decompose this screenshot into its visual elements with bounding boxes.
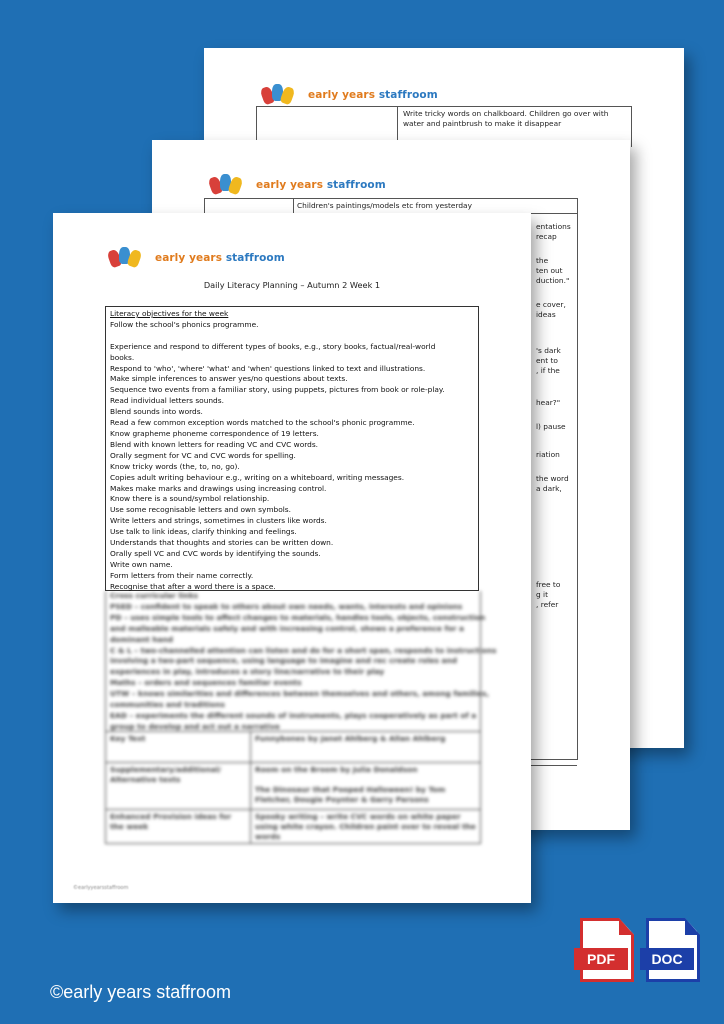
objective-line: Know tricky words (the, to, no, go). (110, 461, 240, 471)
objective-line: Orally spell VC and CVC words by identifying the sounds. (110, 548, 321, 558)
blurred-plan-table (105, 591, 497, 844)
doc-file-icon[interactable] (646, 918, 700, 982)
objective-line: Sequence two events from a familiar story, using puppets, pictures from book or role-play. (110, 385, 445, 395)
objective-line: Understands that thoughts and stories can be written down. (110, 538, 334, 548)
document-page-front (53, 213, 531, 903)
cross-curricular-line: group to develop and act out a narrative (110, 721, 280, 731)
objective-line: Know there is a sound/symbol relationship. (110, 494, 270, 504)
row-value: Spooky writing – write CVC words on white paper using white crayon. Children paint over to reveal the words (255, 812, 476, 841)
cross-curricular-line: experiences in play, introduces a story line/narrative to their play (110, 667, 385, 677)
cross-curricular-text (110, 591, 496, 733)
edge-text-line: 's dark (536, 346, 561, 355)
objective-line: Follow the school's phonics programme. (110, 319, 259, 329)
document-title: Daily Literacy Planning – Autumn 2 Week 1 (203, 280, 381, 290)
edge-text-line: the (536, 256, 549, 265)
edge-text-line: a dark, (536, 484, 562, 493)
objective-line: Blend with known letters for reading VC and CVC words. (110, 439, 319, 449)
edge-text-line: l) pause (536, 422, 566, 431)
cross-curricular-line: UTW – knows similarities and differences between themselves and others, among families, (110, 689, 490, 699)
page-footer: ©earlyyearsstaffroom (73, 885, 129, 891)
edge-text-line: ten out (536, 266, 563, 275)
edge-text-line: ent to (536, 356, 558, 365)
objective-line: Form letters from their name correctly. (110, 570, 254, 580)
objective-line: Respond to 'who', 'where' 'what' and 'when' questions linked to text and illustrations. (110, 363, 426, 373)
doc-label: DOC (640, 948, 694, 970)
objective-line: Orally segment for VC and CVC words for spelling. (110, 450, 296, 460)
objective-line: Make simple inferences to answer yes/no questions about texts. (110, 374, 348, 384)
cross-curricular-line: EAD – experiments the different sounds of instruments, plays cooperatively as part of a (110, 710, 477, 720)
objective-line: Read a few common exception words matched to the school's phonic programme. (110, 418, 415, 428)
row-label: Key Text (106, 732, 251, 762)
pdf-file-icon[interactable] (580, 918, 634, 982)
cross-curricular-line: Maths – orders and sequences familiar events (110, 678, 302, 688)
objective-line: Use some recognisable letters and own symbols. (110, 505, 292, 515)
objective-line: Write own name. (110, 559, 173, 569)
objective-line: Read individual letters sounds. (110, 396, 224, 406)
table-row (106, 762, 480, 809)
edge-text-line: e cover, (536, 300, 566, 309)
hands-logo-icon (210, 174, 252, 196)
cross-curricular-line: communities and traditions (110, 700, 225, 710)
table-cell: Write tricky words on chalkboard. Children go over with water and paintbrush to make it disappear (403, 109, 609, 128)
row-label: Supplementary/additional/ Alternative texts (106, 763, 251, 809)
objective-line: Write letters and strings, sometimes in clusters like words. (110, 516, 327, 526)
edge-text-line: duction." (536, 276, 570, 285)
cross-curricular-line: and malleable materials safely and with increasing control, shows a preference for a (110, 623, 464, 633)
objective-line: Know grapheme phoneme correspondence of 19 letters. (110, 428, 319, 438)
cross-curricular-line: PD – uses simple tools to affect changes to materials, handles tools, objects, construction (110, 612, 486, 622)
edge-text-line: g it (536, 590, 548, 599)
brand-name: early years staffroom (155, 252, 285, 264)
brand-logo (109, 247, 285, 269)
row-value: Room on the Broom by Julia Donaldson The Dinosaur that Pooped Halloween! by Tom Fletcher, Dougie Poynter & Garry Parsons (255, 765, 446, 804)
edge-text-line: , refer (536, 600, 559, 609)
table-cell: Children's paintings/models etc from yesterday (297, 201, 472, 210)
objective-line: Recognise that after a word there is a space. (110, 581, 276, 591)
brand-name: early years staffroom (308, 89, 438, 101)
edge-text-line: recap (536, 232, 557, 241)
table-row (106, 809, 480, 844)
cross-curricular-line: involving a two-part sequence, using language to imagine and rec create roles and (110, 656, 458, 666)
brand-logo (262, 84, 438, 106)
pdf-label: PDF (574, 948, 628, 970)
brand-logo (210, 174, 386, 196)
objective-line: books. (110, 352, 135, 362)
edge-text-line: ideas (536, 310, 556, 319)
edge-text-line: entations (536, 222, 571, 231)
objective-line: Experience and respond to different types of books, e.g., story books, factual/real-world (110, 341, 436, 351)
edge-text-line: riation (536, 450, 560, 459)
hands-logo-icon (262, 84, 304, 106)
copyright-footer: ©early years staffroom (50, 982, 231, 1002)
table-row (106, 731, 480, 762)
cross-curricular-line: C & L – two-channelled attention can listen and do for a short span, responds to instructions (110, 645, 497, 655)
cross-curricular-line: dominant hand (110, 634, 174, 644)
objectives-header: Literacy objectives for the week (110, 309, 229, 318)
cross-curricular-line: Cross curricular links (110, 591, 199, 600)
edge-text-line: free to (536, 580, 561, 589)
plan-rows (106, 731, 480, 844)
objective-line: Copies adult writing behaviour e.g., writing on a whiteboard, writing messages. (110, 472, 405, 482)
literacy-objectives-box (105, 306, 479, 591)
cross-curricular-line: PSED – confident to speak to others about own needs, wants, interests and opinions (110, 601, 463, 611)
objectives-list (110, 320, 474, 593)
row-label: Enhanced Provision ideas for the week (106, 810, 251, 844)
brand-name: early years staffroom (256, 179, 386, 191)
edge-text-line: the word (536, 474, 569, 483)
objective-line: Blend sounds into words. (110, 407, 203, 417)
edge-text-line: hear?" (536, 398, 561, 407)
objective-line: Use talk to link ideas, clarify thinking and feelings. (110, 527, 297, 537)
objective-line (110, 331, 474, 342)
edge-text-line: , if the (536, 366, 560, 375)
row-value: Funnybones by Janet Ahlberg & Allan Ahlberg (255, 734, 446, 743)
hands-logo-icon (109, 247, 151, 269)
objective-line: Makes make marks and drawings using increasing control. (110, 483, 327, 493)
